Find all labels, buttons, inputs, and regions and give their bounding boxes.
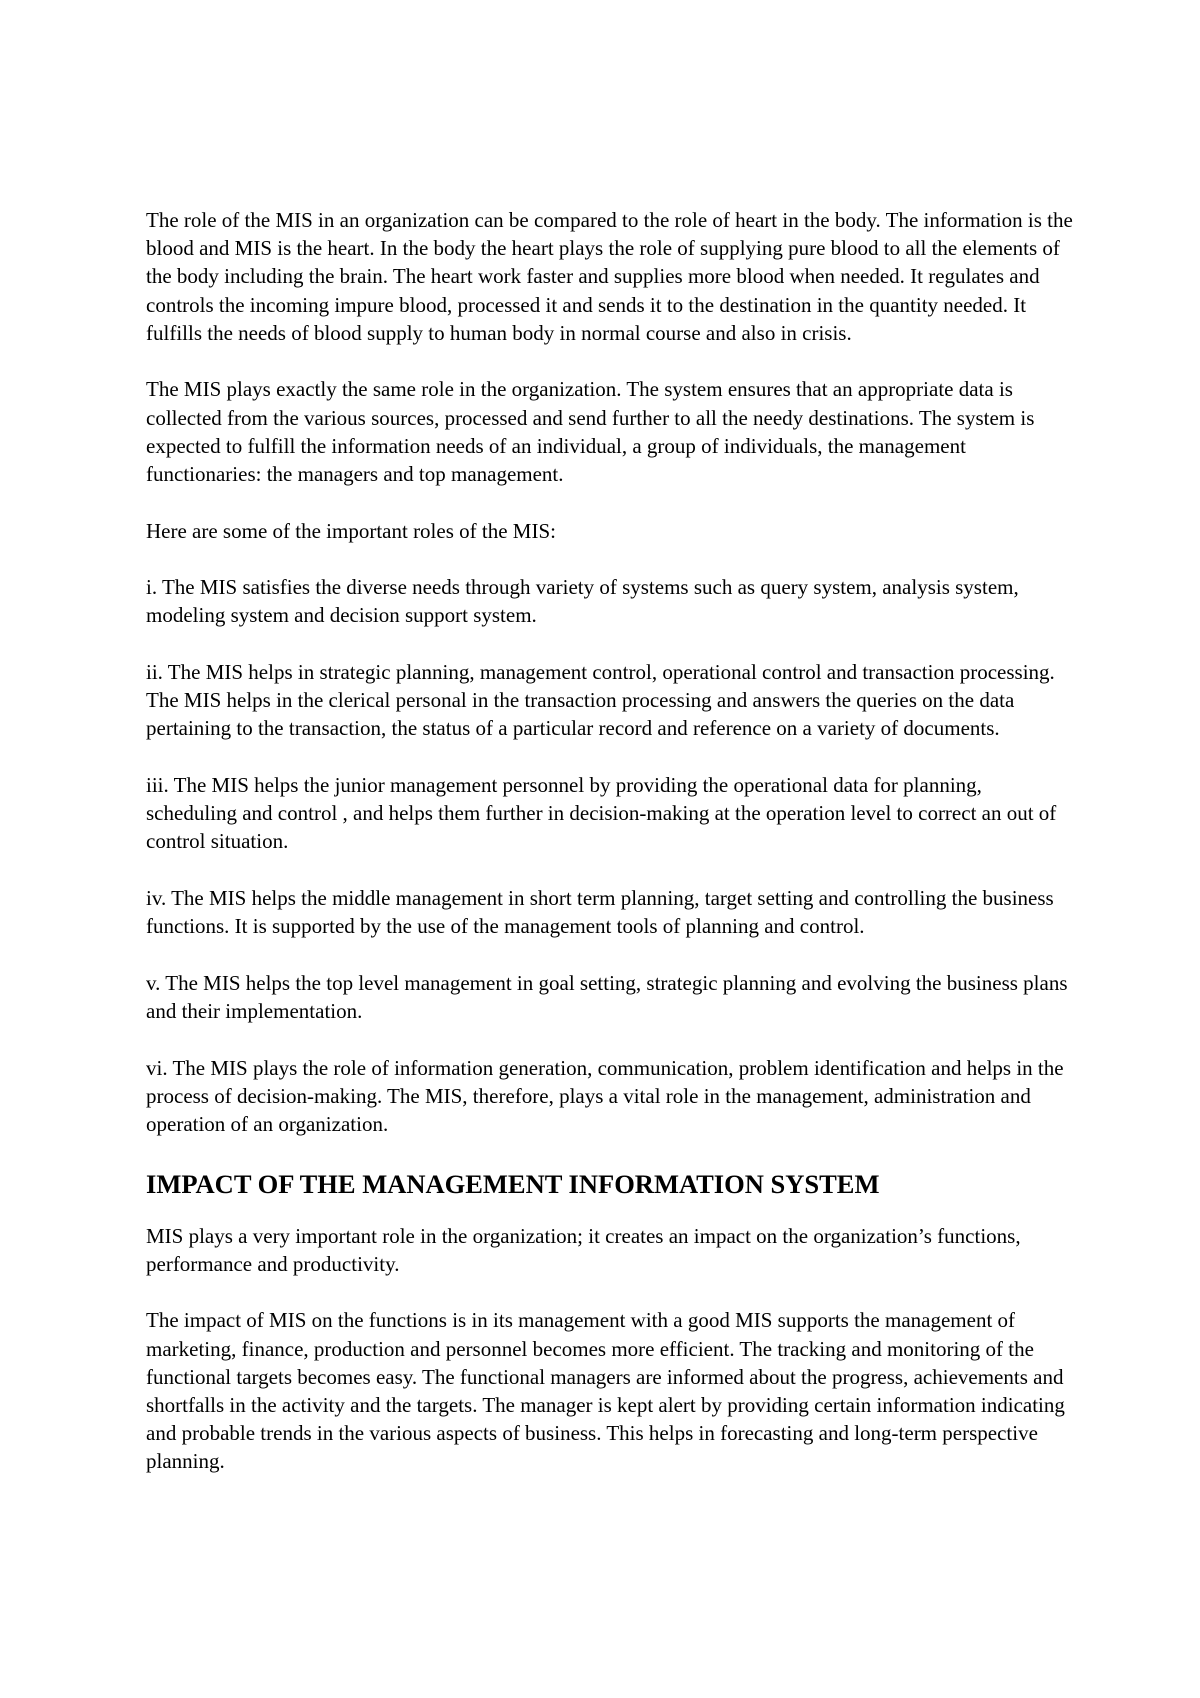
role-item: i. The MIS satisfies the diverse needs through variety of systems such as query system, analysis system, modeling system and decision support system. (146, 575, 1019, 628)
intro-paragraph-heart-analogy: The role of the MIS in an organization can be compared to the role of heart in the body. The information is the blood and MIS is the heart. In the body the heart plays the role of supplying pure blood to all the elements of the body including the brain. The heart work faster and supplies more blood when needed. It regulates and controls the incoming impure blood, processed it and sends it to the destination in the quantity needed. It fulfills the needs of blood supply to human body in normal course and also in crisis. (146, 208, 1073, 345)
roles-intro-line: Here are some of the important roles of the MIS: (146, 518, 556, 543)
role-item: ii. The MIS helps in strategic planning, management control, operational control and transaction processing. The MIS helps in the clerical personal in the transaction processing and answers the queries on the data pertaining to the transaction, the status of a particular record and reference on a variety of documents. (146, 660, 1055, 741)
impact-paragraph: The impact of MIS on the functions is in its management with a good MIS supports the management of marketing, finance, production and personnel becomes more efficient. The tracking and monitoring of the functional targets becomes easy. The functional managers are informed about the progress, achievements and shortfalls in the activity and the targets. The manager is kept alert by providing certain information indicating and probable trends in the various aspects of business. This helps in forecasting and long-term perspective planning. (146, 1308, 1065, 1474)
role-item: iii. The MIS helps the junior management personnel by providing the operational data for planning, scheduling and control , and helps them further in decision-making at the operation level to correct an out of control situation. (146, 773, 1057, 854)
intro-paragraph-same-role: The MIS plays exactly the same role in the organization. The system ensures that an appropriate data is collected from the various sources, processed and send further to all the needy destinations. The system is expected to fulfill the information needs of an individual, a group of individuals, the management functionaries: the managers and top management. (146, 377, 1035, 487)
document-page (146, 206, 1076, 1504)
impact-section-heading: IMPACT OF THE MANAGEMENT INFORMATION SYSTEM (146, 1168, 880, 1199)
role-item: vi. The MIS plays the role of information generation, communication, problem identification and helps in the process of decision-making. The MIS, therefore, plays a vital role in the management, administration and operation of an organization. (146, 1055, 1064, 1136)
impact-paragraph: MIS plays a very important role in the organization; it creates an impact on the organization’s functions, performance and productivity. (146, 1223, 1021, 1276)
role-item: v. The MIS helps the top level management in goal setting, strategic planning and evolving the business plans and their implementation. (146, 970, 1068, 1023)
role-item: iv. The MIS helps the middle management in short term planning, target setting and controlling the business functions. It is supported by the use of the management tools of planning and control. (146, 886, 1054, 939)
